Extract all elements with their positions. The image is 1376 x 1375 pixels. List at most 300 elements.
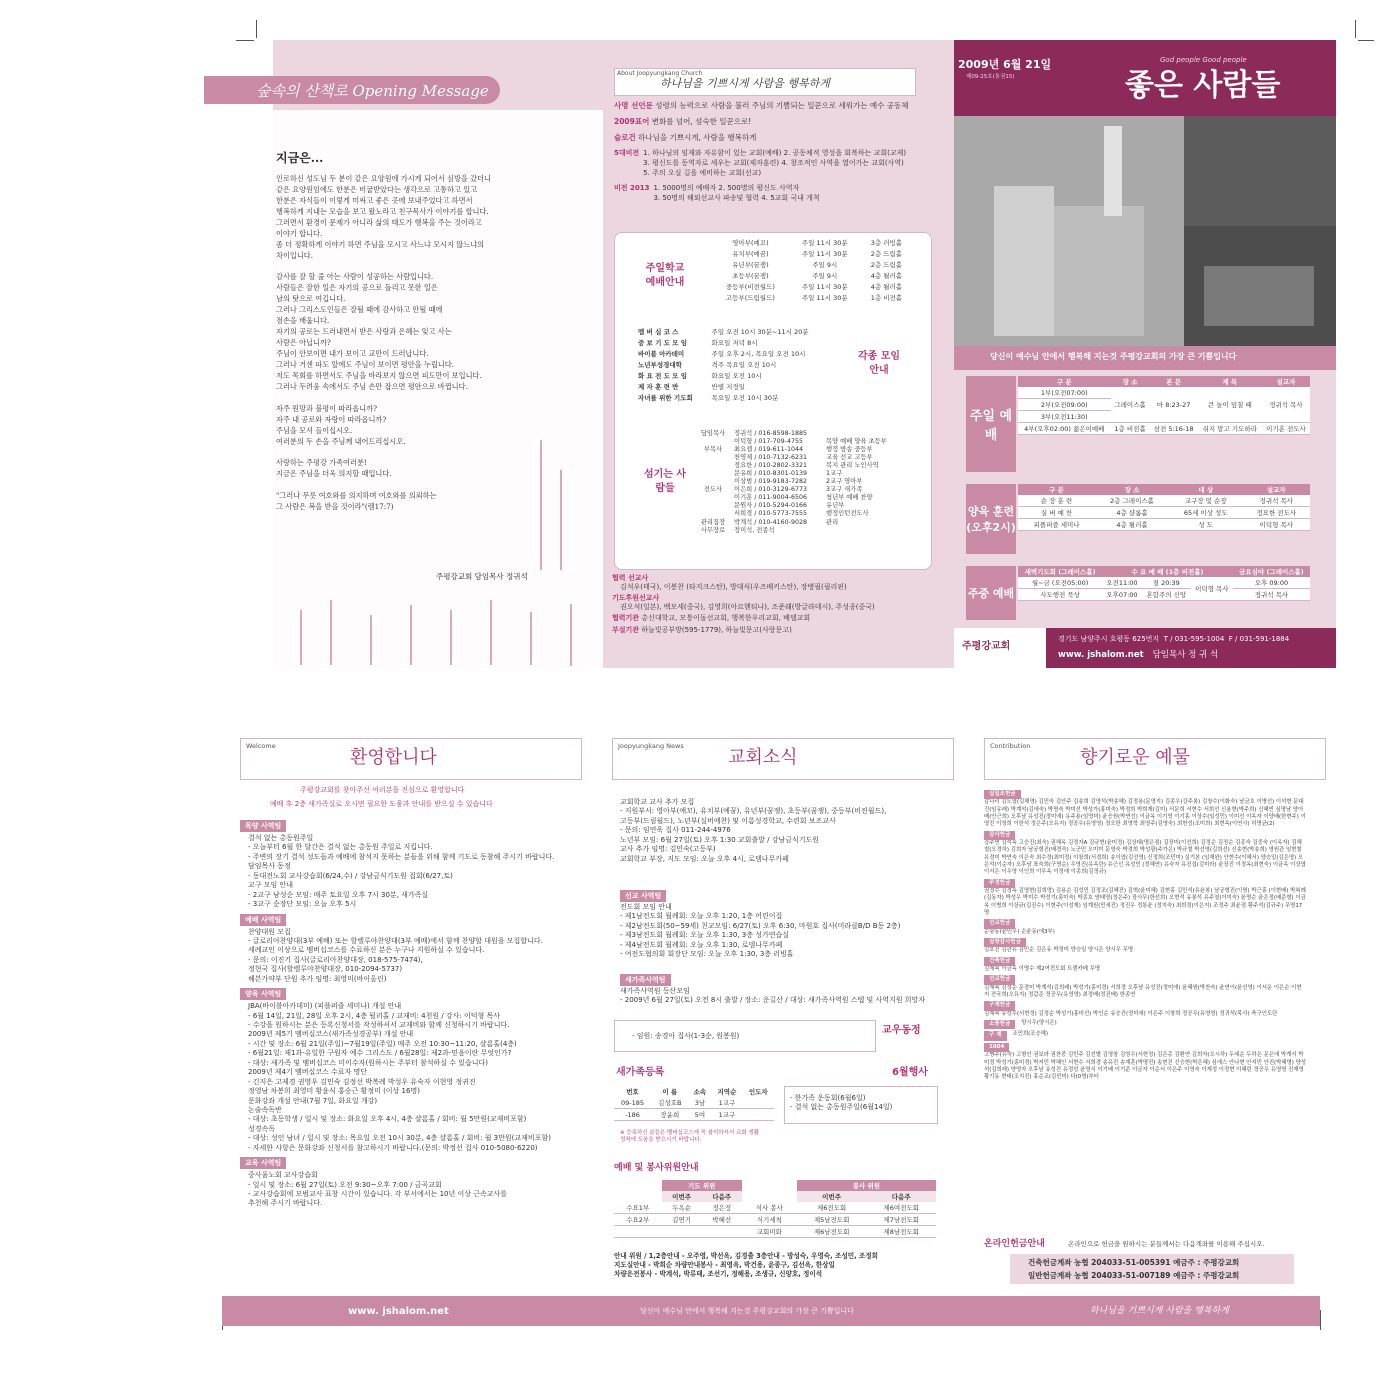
training-table [1018,484,1310,531]
offering-block [984,999,1306,1018]
cell: 그레이스홀 [1111,387,1150,423]
about-slogan: 하나님을 기쁘시게 사람을 행복하게 [660,77,830,90]
cell: 순 장 훈 련 [1018,495,1095,507]
cell [662,1226,702,1238]
offering-text: 김재복 유성우(서현정) 김정순 박성기(홍미선) 박인순 유승진(정미애) 이은주 이창희 정공우(유영영) 정귀석(목사) 축구인도단 [984,1010,1278,1017]
table-row [1018,423,1310,435]
cell: 쉬지 말고 기도하라 [1198,423,1262,435]
col-header: 다음주 [866,1191,936,1202]
issue-number: 제09-25호(통권15) [966,74,1015,80]
cell: 화 요 전 도 모 임 [638,372,687,380]
table-row [712,248,912,259]
table-row [1018,507,1310,519]
section-body: 찬양대원 모집 - 글로리아찬양대(3부 예배) 또는 할렐루야찬양대(3부 예배)에서 함께 찬양할 대원을 모집합니다. 세례교인 이상으로 멤버십코스를 수료하신 분은 누구나 지원하실 수 있습니다. - 문의: 이진기 집사(글로리아찬양대장, 018-575-7474), 정현국 집사(할렐루야찬양대장, 010-2094-5737) 헤븐가약부 단원 추가 임명: 최영미(바이올린) [248,927,543,983]
offering-block [984,936,1306,955]
cell: 4층 될러홀 [870,283,903,291]
cell: 유년부(꿈쟁) [732,261,769,269]
bottom-middle: 당신이 예수님 안에서 행복해 지는것 주평강교회의 가장 큰 기쁨입니다 [640,1307,854,1315]
bottom-right: 하나님을 기쁘시게 사람을 행복하게 [1090,1306,1229,1316]
servant-names: 박계석 / 010-4160-9028 [734,518,807,526]
duty-label: 예배 및 봉사위원안내 [614,1163,699,1173]
servant-group [692,519,922,527]
offering-text: 김재복 이금옥 이명수 제2여전도회 트렌카메 무명 [984,965,1101,972]
cell: 5여 [689,1109,712,1121]
offering-block [984,877,1306,918]
table-row [614,1109,774,1121]
cell: 식기세척 [742,1214,797,1226]
col-header: 다음주 [702,1191,742,1202]
servant-group [692,438,922,462]
about-item [614,116,934,127]
about-item [614,132,934,143]
cell: 중등부(비전월드) [725,283,775,291]
offering-block [984,1041,1306,1082]
cell: 주일 오전 10시 30분~11시 20분 [711,328,809,336]
offering-label: 구 제 [984,1031,1007,1040]
phone: T / 031-595-1004 [1163,635,1225,643]
col-header: 본 문 [1150,376,1198,387]
col-header: 설교자 [1243,484,1310,495]
pastor-name: 담임목사 정 귀 석 [1152,650,1219,660]
cell: 제6여전도회 [866,1202,936,1214]
partner-label: 부설기관 [612,626,640,635]
opening-body: 인로하신 성도님 두 분이 같은 요양원에 가시게 되어서 심방을 갔더니 같은 요양원임에도 한분은 비굽받았다는 생각으로 고통하고 있고 한분은 자식들이 이렇게 미싸고 좋은 곳에 보내주었다고 하면서 행복하게 지내는 모습을 보고 왔노라고 친구목사가 이야기를 합니다. 그러면서 환경이 문제가 아니라 삶의 태도가 행복을 주는 것이라고 이야기 합니다. 좀 더 정확하게 이야기 하면 주님을 모시고 사느냐 모시지 않느냐의 차이입니다. 감사를 잘 할 줄 아는 사람이 성공하는 사람입니다. 사람들은 잘한 일은 자기의 공으로 돌리고 못한 일은 남의 탓으로 여깁니다. 그러나 그리스도인들은 잘될 때에 감사하고 안될 때에 점손을 배웁니다. 자기의 공로는 드러내면서 받은 사랑과 은혜는 잊고 사는 사람은 아닙니까? 주님이 안보이면 내가 보이고 교만이 드러납니다. 그러나 거센 파도 앞에도 주님이 보이면 평안을 누립니다. 저도 목회를 하면서도 주님을 바라보지 않으면 피도만이 보입니다. 그러나 두려움 속에서도 주님 손만 잡으면 평안으로 바뀝니다. 자주 원망과 불평이 따라옵니까? 자주 내 공로와 자랑이 따라옵니까? 주님을 모셔 들이십시오. 여러분의 두 손을 주님께 내어드리십시오. 사랑하는 주평강 가족여러분! 지금은 주님을 더욱 의지할 때입니다. "그러나 무릇 여호와를 의지하며 여호와를 의뢰하는 그 사람은 복을 받을 것이라"(렘17:7) [276,174,491,512]
account-building: 건축헌금계좌 농협 204033-51-005391 예금주 : 주평강교회 [1028,1258,1240,1267]
cell: 제6남전도회 [797,1226,867,1238]
offering-block [984,973,1306,999]
about-item-label: 슬로건 [614,133,636,142]
offering-text: 감나리 김도열(김해영) 김민숙 김안주 김송희 김영석(박송혜) 김정용(문영지) 김종우(강주봉) 김창수(이화숙) 남금호 이병선) 이석현 문대건(임유래) 박계석(김애숙) 박명숙 박미선 박성가(홍미숙) 박정희 박희재(김미) 서문희 서현수 서희선 신용현(박주희) 신혜빈 심명남 양아배(안근희) 오후남 유성진(정미애) 유주용(임영미) 윤응원(박연선) 이금옥 이기영 이기홍 이상수(임성민) 이미선 이옥자 이양배(한현주) 이영진 이청희 이한석 정은주(오유지) 정공우(유영영) 정오한 최영학 최영주(김영숙) 최현성(조미희) 최현옥(이연사) 허명균(2) [984,799,1306,828]
offering-title: 향기로운 예물 [1080,747,1191,768]
servant-names: 정귀석 / 016-8598-1885 [734,430,807,437]
servant-group [692,430,922,438]
servant-names: 이덕형 / 017-709-4755 최요셉 / 019-611-1044 천영제 / 010-7132-6231 [734,438,807,462]
servant-duty: 복지 관리 노인사역 1교구 2교구 영아부 3교구 새가족 청년부 예배 찬양 유년부 행정인턴전도사 [826,462,879,518]
cell: 실 버 예 찬 [1018,507,1095,519]
section-header: 새가족사역팀 [620,974,671,986]
cell: 65세 이상 성도 [1169,507,1243,519]
offering-text: 순광동(윤민우) 순윤동(에3부) [984,928,1055,935]
brand-ko: 좋은 사람들 [1125,68,1281,103]
cell: 2부(오전09:00) [1018,399,1111,411]
offering-label: 소풍헌금 [984,1020,1015,1029]
partner-text: 권오석(일본), 백모세(중국), 김영희(아르헨티나), 조준래(방글라데시), 주성종(중국) [620,603,875,612]
cell [743,1097,774,1109]
servant-names: 정미석, 전종석 [734,526,775,534]
cell: 목요일 오전 10시 30분 [711,394,779,402]
about-item [614,100,934,111]
offering-label: 선교헌금 [984,975,1015,984]
address: 경기도 남양주시 호평동 625번지 [1058,635,1160,643]
partner-label: 기도후원선교사 [612,594,660,603]
col-header: 인도자 [743,1086,774,1097]
col-header: 이번주 [662,1191,702,1202]
about-item [614,148,934,178]
cell: 삼전 5:16-18 [1150,423,1198,435]
june-label: 6월행사 [892,1067,928,1078]
offering-text: 고병주(유숙) 고형인 권보라 권찬중 김민주 김선별 김영창 김영수(서현정) 김은총 김환연 김희자(오시하) 두세순 두하은 문은애 박계서 박미정 박성기(홍미경) 박지민 박혜인 서현수 서희경 송유진 송재훈(박명진) 송현진 신승현(박은혜) 심에스 안나현 안지민 안진(박혜명) 양성석(김희래) 양영자 오후남 유성진 유정성 윤영식 이기배 이기준 이금자 이순서 이은주 이영숙 이재정 이정현 이혜린 정공우 유영영 진재영 황기동 현태(조지진) 홍순교(김민미) 다(0명)부터 [984,1052,1307,1081]
weekday-side-label: 주중 예배 [966,566,1016,620]
news-block-2: 전도회 모임 안내 - 제1남전도회 월례회: 오늘 오후 1:20, 1층 어린이집 - 제2남전도회(50~59세) 친교모임: 6/27(토) 오후 6:30, 마원호 집사(미라클B/D B동 2층) - 제3남전도회 월례회: 오늘 오후 1:30, 3층 성가연습실 - 제4남전도회 월례회: 오늘 오후 1:30, 로뎀나무카페 - 여전도협의회 회장단 모임: 오늘 오후 1:30, 3층 러빙홀 [620,903,901,959]
table-row [636,381,836,392]
col-header: 장 소 [1095,484,1169,495]
about-item-label: 사명 선언문 [614,101,653,110]
section-header: 목양 사역팀 [240,820,286,832]
crop-mark [1320,1310,1321,1330]
col-header: 소속 [689,1086,712,1097]
cell: 장윤희 [651,1109,688,1121]
col-header: 설교자 [1262,376,1310,387]
bottom-web[interactable]: www. jshalom.net [348,1306,449,1317]
section-header: 예배 사역팀 [240,914,286,926]
crop-mark [1358,40,1374,41]
col-header: 대 상 [1169,484,1243,495]
cell: 1교구 [711,1097,742,1109]
cell: 정요한 전도사 [1243,507,1310,519]
cover-banner-text: 당신이 예수님 안에서 행복해 지는것 주평강교회의 가장 큰 기쁨입니다 [990,352,1237,361]
servants-label: 섬기는 사람들 [643,469,687,494]
section-body: 결석 없는 총동원주일 - 오늘부터 6월 한 달간은 결석 없는 총동원 주일로 지킵니다. - 주변의 장기 결석 성도들과 예배에 참석지 못하는 분들을 위해 함께 기도로 동참해 주시기 바랍니다. 담임목사 동정 - 동대전노회 교사강습회(6/24,수) / 강남금식기도원 집회(6/27,토) 교구 모임 안내 - 2교구 남성순 모임: 매주 토요일 오후 7시 30분, 새가족실 - 3교구 순장단 모임: 오늘 오후 5시 [248,834,555,909]
col-header: 번호 [614,1086,651,1097]
table-row [636,392,836,403]
cell: 주일 11시 30분 [801,239,848,247]
cell: 2층 드림홀 [870,250,903,258]
section-header: 양육 사역팀 [240,988,286,1000]
partner-row [612,626,932,635]
offering-label: 십일조헌금 [984,790,1021,799]
news-title: 교회소식 [728,747,798,768]
table-row [614,1214,936,1226]
about-item-text: 1. 하나님의 임재와 자유함이 있는 교회(예배) 2. 공동체적 영성을 회복하는 교회(교제) 3. 평신도를 동역자로 세우는 교회(제자훈련) 4. 창조적인 사역을 열어가는 교회(사역) 5. 주의 오실 길을 예비하는 교회(선교) [643,149,907,177]
appoint-text: - 임원: 송경아 집사(1-3순, 원봉원) [632,1032,740,1040]
crop-mark [1355,20,1356,38]
col-header: 새벽기도회 (그레이스홀) [1018,566,1102,577]
website-link[interactable]: www. jshalom.net [1058,650,1144,660]
cell: 3남 [689,1097,712,1109]
cell: 오후 09:00 [1233,577,1310,589]
cell: 식사 봉사 [742,1202,797,1214]
welcome-tag: Welcome [246,742,276,750]
about-item-text: 성령의 능력으로 사람을 불러 주님의 기쁨되는 일꾼으로 세워가는 예수 공동체 [655,101,909,110]
church-photo [954,116,1336,346]
footer-contact [1058,634,1289,644]
offering-label: 건축헌금 [984,957,1015,966]
col-header: 기도 위원 [662,1180,742,1191]
cell: 정귀석 목사 [1243,495,1310,507]
section-body: 중사울노회 교사강습회 - 일시 및 장소: 6월 27일(토) 오전 9:30~오후 7:00 / 금곡교회 - 교사강습회에 모범교사 표창 시간이 있습니다. 각 부서에서는 10년 이상 근속교사를 추천해 주시기 바랍니다. [248,1171,508,1208]
table-row [636,359,836,370]
offering-label: 1004 [984,1043,1009,1052]
table-row [1018,387,1310,399]
training-side-label: 양육 훈련 (오후2시) [966,484,1016,554]
fax: F / 031-591-1884 [1228,635,1290,643]
cell: 성 도 [1169,519,1243,531]
june-events: - 한가족 운동회(6월6일) - 결석 없는 총동원주일(6월14일) [790,1094,893,1112]
table-header-row [614,1086,774,1097]
cell: 1부(오전07:00) [1018,387,1111,399]
offering-text: 김호진 김관유 김민순 김은유 박정미 양승일 양시은 양시우 무명 [984,947,1134,954]
table-header-row [614,1191,936,1202]
cell: 이기훈 전도사 [1262,423,1310,435]
offering-label: 심방감사헌금 [984,938,1026,947]
newfam-table [614,1086,774,1121]
about-item [614,183,934,203]
cell: 격주 목요일 오전 10시 [711,361,777,369]
servant-duty: 관리 [826,518,839,526]
cell: 초등부(꿈쟁) [732,272,769,280]
about-item-text: 1. 5000명의 예배자 2. 500명의 평신도 사역자 3. 50명의 해외선교사 파송및 협력 4. 5교회 국내 개척 [653,184,820,202]
offering-block [984,1020,1306,1029]
partner-label: 협력기관 [612,614,640,623]
opening-signature: 주평강교회 담임목사 정귀석 [436,572,528,581]
cell: 제8남전도회 [866,1226,936,1238]
cell: 이덕형 목사 [1191,577,1233,601]
table-row [614,1202,936,1214]
church-logo: 주평강교회 [962,641,1011,652]
offering-text: 김재복 김정순 문경미 박계석(김희래) 박성기(홍미경) 서희경 오후남 유성진(정미애) 윤혜원(박찬숙) 윤연이(윤선영) 이서운 이은순 이현지 전국희(오유지) 정갑준 정공우(유영영) 최정배(정진배) 한종연 [984,984,1302,998]
table-row [712,292,912,303]
cell: 주일 9시 [812,261,838,269]
servant-role: 전도사 [703,486,723,494]
worship-side-label: 주일 예배 [966,376,1016,472]
cell: 화요일 저녁 8시 [711,339,758,347]
cell: 김성호B [651,1097,688,1109]
offering-block [984,829,1306,877]
table-header-row [1018,484,1310,495]
cell: 영아부(예꼬) [732,239,769,247]
cell: 수요2부 [614,1214,662,1226]
news-block-1: 교회학교 교사 추가 모집 - 지원부서: 영아부(예꼬), 유치부(예꿈), 유년부(꿈쟁), 초등부(꿈쟁), 중등부(비전월드), 고등부(드림월드), 노년부(실버예찬) 및 이름성경학교, 수련회 보조교사 - 문의: 임연욱 집사 011-244-4976 노년부 모임: 6월 27일(토) 오후 1:30 교회출발 / 강남금식기도원 교사 추가 임명: 김민숙(고등부) 교회학교 부장, 지도 모임: 오늘 오후 4시, 로뎀나무카페 [620,798,887,863]
welcome-sections [240,820,580,1209]
cell: 오후07:00 [1102,589,1142,601]
table-row [712,259,912,270]
col-header: 제 목 [1198,376,1262,387]
offering-block [984,955,1306,974]
about-item-label: 5대비전 [614,149,640,157]
cell: 4부(오후02:00) 젊은이예배 [1018,423,1111,435]
cell: 피플퍼즐 세미나 [1018,519,1095,531]
cell: 2층 드림홀 [870,261,903,269]
online-text: 온라인으로 헌금을 원하시는 분들께서는 다음계좌를 이용해 주십시오. [1068,1240,1265,1248]
table-row [712,270,912,281]
offering-text: 양시우(양시은) [1021,1020,1057,1027]
crop-mark [256,20,257,38]
partner-text: 하늘빛공부방(595-1779), 하늘빛문고(사랑문고) [641,626,792,635]
cell: 4층 될러홀 [870,272,903,280]
partner-label: 협력 선교사 [612,574,649,582]
cell: 주일 오후 2시, 목요일 오전 10시 [711,350,806,358]
col-header: 이 름 [651,1086,688,1097]
welcome-title: 환영합니다 [350,747,437,768]
table-row [614,1097,774,1109]
offering-blocks [984,790,1306,1081]
about-item-label: 2009표어 [614,117,650,126]
servant-role: 관리집장 [700,518,726,526]
cell [743,1109,774,1121]
cell: 제7남전도회 [866,1214,936,1226]
servant-group [692,527,922,535]
guide-text: 안내 위원 / 1,2층안내 - 오주영, 박선옥, 김경출 3층안내 - 방성숙, 우영숙, 조성민, 조정희 지도실안내 - 박희순 차량안내봉사 - 최영옥, 박건용, 윤종구, 김선옥, 한상일 차량운전봉사 - 박계석, 박류태, 조선기, 정해용, 조생규, 신양호, 정이석 [614,1252,878,1278]
offering-label: 주정헌금 [984,879,1015,888]
brand-en: God people Good people [1160,56,1247,64]
table-row [636,370,836,381]
cell: 김연기 [662,1214,702,1226]
cell: 3층 러빙홀 [870,239,903,247]
about-items [614,100,934,203]
weekday-table [1018,566,1310,601]
news-tag: Joopyungkang News [618,742,684,750]
cell: 주일 11시 30분 [801,283,848,291]
cell: 제 자 훈 련 반 [638,383,679,391]
offering-text: 강주연 김석옥 고승진(최숙) 권해옥 김경자A 김규현(윤미정) 김상대(명은점) 김장미(이선희) 김정순 김정순 김종숙 김중숙 (이옥자) 김해철(오경하) 김희자 남궁형진(배경숙) 노군민 오미미 문영숙 박경희 박성광(주가은) 박규철 박선영(김희선) 신송현(박송희) 영원관 임현철 유정미 박연숙 이은숙 최수정(최미정) 이창희(서경희) 송이엽(김선영) 신정희(조민미) 실기본 (임재완) 안현수(이혜서) 양승일(김은영) 오은석(이순자) 오후남 표숙희(구명순) 우영진(유옥란) 유근선 유성민 (정혜연) 유숙자 유진섭(김미라) 윤장진 이경옥(최현숙) 이금옥 이상엽 이서은 이우영 이인희 이우옥 이정애 이종희(김정규) [984,840,1306,876]
partner-text: 김석우(태국), 이봉찬 (타지크스탄), 방대식(우즈베키스탄), 장병필(필리핀) [620,583,847,592]
table-row [614,1226,936,1238]
cell: 큰 놀이 덮칠 때 [1198,387,1262,423]
offering-text: 조민희(조승혜) [1012,1031,1048,1038]
servant-names: 정요한 / 010-2802-3321 문유희 / 010-8301-0139 이상범 / 019-9183-7282 이은희 / 010-3129-6773 이기훈 / 011-9004-6506 문원자 / 010-5294-0166 서희경 / 010-5773-7555 [734,462,807,518]
issue-date: 2009년 6월 21일 [958,58,1052,71]
online-label: 온라인헌금안내 [984,1239,1045,1249]
cell: 박혜선 [702,1214,742,1226]
cell: 정귀석 목사 [1262,387,1310,423]
church-photo-collage [954,116,1336,346]
cell: 주일 11시 30분 [801,250,848,258]
cell: 화요일 오전 10시 [711,372,762,380]
offering-label: 구제헌금 [984,1001,1015,1010]
partner-text: 총신대학교, 모퉁이돌선교회, 행복한우리교회, 베델교회 [641,614,811,623]
cell: 3부(오전11:30) [1018,411,1111,423]
col-header: 이번주 [797,1191,867,1202]
cell: 교회미화 [742,1226,797,1238]
table-header-row [1018,566,1310,577]
duty-table [614,1180,936,1238]
cell: 주일 9시 [812,272,838,280]
table-row [1018,519,1310,531]
cell: 중 보 기 도 모 임 [638,339,687,347]
cell: 4층 샬롬홀 [1095,507,1169,519]
cell: 제6전도회 [797,1202,867,1214]
cell: 노년부성경대학 [638,361,682,369]
col-header: 수 요 예 배 (1층 비전홀) [1102,566,1233,577]
cell: 2층 그레이스홀 [1095,495,1169,507]
cell: 절 20:39 [1142,577,1191,589]
cell: 교구장 및 순장 [1169,495,1243,507]
offering-text: 권정수 김경옥 김영현(김희영) 김용순 김성민 김정조(김혜진) 김혁(윤미혜) 김현홍 김민석(유윤봉) 남궁형진(이명) 박근홍 (이현배) 박복례(김동자) 박성우 박미수 박성기(홍미숙) 박종호 염태영(정은주) 장사무(한선희) 오현석 유봉석 유주열(이미숙) 윤명순 윤은정(배준형) 이금옥 이병희 이상규(김진수) 이현주(이성재) 임계원(민세진) 정진우 정통윤 (정지숙) 최희정(이은지) 조정주 최윤점 황주석(김규주) 무명17명 [984,887,1306,916]
table-header-row [1018,376,1310,387]
opening-heading: 지금은... [276,151,324,165]
servants-list [692,430,922,535]
cell: 혼합주의 신앙 [1142,589,1191,601]
crop-mark [236,40,254,41]
cell: 이덕형 목사 [1243,519,1310,531]
cell: 4층 될러홀 [1095,519,1169,531]
table-row [636,326,836,337]
col-header: 구 분 [1018,376,1111,387]
cell: 멤 버 십 코 스 [638,328,679,336]
cell: 자녀를 위한 기도회 [638,394,693,402]
col-header: 봉사 위원 [797,1180,936,1191]
cell: 09-185 [614,1097,651,1109]
cell: 정귀석 목사 [1233,589,1310,601]
newfam-note: ※ 등록하신 분들은 멤버십코스에 꼭 참석하셔서 교회 생활 정착에 도움을 받으시기 바랍니다. [620,1130,760,1144]
about-item-label: 비전 2013 [614,184,650,192]
sunday-school-label: 주일학교 예배안내 [645,263,685,288]
partner-row [612,614,932,623]
col-header: 장 소 [1111,376,1150,387]
about-item-text: 하나님을 기쁘시게, 사람을 행복하게 [638,133,757,142]
cell: 1층 비전홀 [1111,423,1150,435]
cell: 유치부(예꿈) [732,250,769,258]
cell: 두옥순 [662,1202,702,1214]
col-header: 구 분 [1018,484,1095,495]
cell: 수요1부 [614,1202,662,1214]
cell: 월~금 (오전05:00) [1018,577,1102,589]
servant-role: 담임목사 [700,430,726,437]
offering-block [984,1031,1306,1040]
section-header: 선교 사역팀 [620,890,666,902]
cell: 1층 비전홀 [870,294,903,302]
col-header: 금요심야 (그레이스홀) [1233,566,1310,577]
table-row [712,237,912,248]
cell: 사도행전 묵상 [1018,589,1102,601]
table-row [1018,589,1310,601]
sunday-school-table [712,237,912,303]
cell: 주일 11시 30분 [801,294,848,302]
offering-label: 감사헌금 [984,831,1015,840]
cell [702,1226,742,1238]
account-general: 일반헌금계좌 농협 204033-51-007189 예금주 : 주평강교회 [1028,1271,1240,1280]
section-body: JBA(바이블아카데미) (피플퍼즐 세미나) 개설 안내 - 6월 14일, 21일, 28일 오후 2시, 4층 될러홀 / 교재비: 4천원 / 강사: 이덕형 목사 - 수강을 원하시는 분은 등록신청서를 작성하셔서 교재비와 함께 신청하시기 바랍니다. 2009년 제5기 멤버십코스(새가족성경공부) 개설 안내 - 시간 및 장소: 6월 21일(주일)~7월19일(주일) 매주 오전 10:30~11:20, 샬롬홀(4층) - 6월21일: 제1과-유일한 구원자 예수 그리스도 / 6월28일: 제2과-믿음이란 무엇인가? - 대상: 새가족 및 멤버십코스 미이수자(원하시는 주부터 참석하실 수 있습니다) 2009년 제4기 멤버십코스 수료자 명단 - 긴지은 고제경 권영우 김민숙 김정선 박복례 박성우 유숙자 이현영 정귀진 정영남 차봉희 최영미 황윤식 홍승근 황정미 (이상 16명) 문화강좌 개설 안내(7월 7일, 화요일 개강) 논술속독반 - 대상: 초등학생 / 일시 및 장소: 화요일 오후 4시, 4층 샬롬홀 / 회비: 월 5만원(교재비포함) 성경속독 - 대상: 성인 남녀 / 일시 및 장소: 목요일 오전 10시 30분, 4층 샬롬홀 / 회비: 월 3만원(교재비포함) - 자세한 사항은 문화강좌 신청서를 참고하시기 바랍니다.(문의: 박정선 집사 010-5080-6220) [248,1002,551,1152]
welcome-intro-1: 주평강교회를 찾아주신 여러분을 진심으로 환영합니다 [300,786,465,794]
cell: 오전11:00 [1102,577,1142,589]
cell: 고등부(드림월드) [725,294,775,302]
servant-group [692,462,922,518]
servant-role: 부목사 [703,446,723,454]
meetings-label: 각종 모임안내 [857,351,901,376]
col-header: 지역순 [711,1086,742,1097]
about-item-text: 변화를 넘어, 섬숙한 일꾼으로! [651,117,752,126]
cell [614,1226,662,1238]
welcome-intro-2: 예배 후 2층 새가족실로 오시면 필요한 도움과 안내를 받으실 수 있습니다 [270,800,493,808]
table-row [636,337,836,348]
cell: 1교구 [711,1109,742,1121]
cell: -186 [614,1109,651,1121]
table-header-row [614,1180,936,1191]
cell: 바이블 아카데미 [638,350,685,358]
meetings-table [636,326,836,403]
table-row [636,348,836,359]
cell: 반별 지정일 [711,383,746,391]
opening-title: 숲속의 산책로 Opening Message [256,82,489,100]
table-row [1018,495,1310,507]
partners [612,574,932,636]
offering-block [984,790,1306,829]
offering-block [984,917,1306,936]
servant-role: 사무장로 [700,526,726,534]
table-row [1018,577,1310,589]
servant-duty: 목양 예배 양육 초등부 행정 방송 중등부 교육 선교 고등부 [826,438,887,462]
news-block-3: 새가족사역원 등산모임 - 2009년 6월 27일(토) 오전 8시 출발 / 장소: 운길산 / 대상: 새가족사역원 스텝 및 사역지원 희망자 [620,987,926,1005]
footer-web [1058,648,1218,660]
cell: 정은정 [702,1202,742,1214]
section-header: 교육 사역팀 [240,1157,286,1169]
move-label: 교우동정 [882,1025,921,1036]
offering-label: 선교헌금 [984,919,1015,928]
offering-tag: Contribution [990,742,1031,750]
cell: 마 8:23-27 [1150,387,1198,423]
cell: 제5남전도회 [797,1214,867,1226]
about-tag: About Joopyungkang Church [617,70,703,77]
